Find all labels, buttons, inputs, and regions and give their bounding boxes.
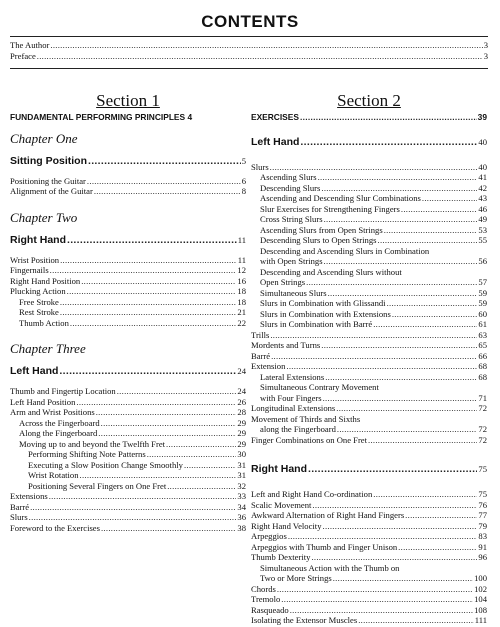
toc-entry-label: Scalic Movement bbox=[251, 499, 312, 510]
toc-entry[interactable] bbox=[251, 542, 487, 553]
section-2-subtitle[interactable]: EXERCISES ..... 39 bbox=[251, 112, 487, 123]
toc-entry[interactable] bbox=[251, 183, 487, 194]
toc-entry[interactable] bbox=[251, 573, 487, 584]
toc-entry-label: Left and Right Hand Co-ordination bbox=[251, 489, 373, 499]
toc-entry-page: 55 bbox=[478, 235, 487, 245]
page-title: CONTENTS bbox=[201, 12, 299, 31]
toc-entry-label: Awkward Alternation of Right Hand Fingers bbox=[251, 510, 405, 520]
toc-entry-label: Descending Slurs to Open Strings bbox=[260, 235, 377, 245]
toc-entry-page: 34 bbox=[237, 501, 246, 512]
toc-entry-page: 76 bbox=[478, 499, 487, 510]
leader-dots bbox=[321, 340, 477, 351]
right-hand-items-list bbox=[10, 255, 246, 329]
toc-entry-page: 59 bbox=[478, 287, 487, 298]
toc-entry-page: 77 bbox=[478, 510, 487, 520]
leader-dots bbox=[324, 214, 478, 225]
leader-dots bbox=[94, 186, 241, 197]
toc-entry-label: Right Hand Position bbox=[10, 275, 81, 286]
toc-entry-page: 91 bbox=[478, 541, 487, 552]
toc-entry[interactable] bbox=[251, 267, 487, 278]
toc-entry-label: Along the Fingerboard bbox=[19, 428, 98, 438]
toc-entry-preface[interactable]: Preface ..... 3 bbox=[10, 51, 488, 62]
toc-entry-page: 72 bbox=[478, 424, 487, 434]
toc-entry[interactable] bbox=[10, 176, 246, 187]
toc-entry-page: 72 bbox=[478, 403, 487, 413]
toc-entry-page: 28 bbox=[237, 407, 246, 417]
toc-entry-label: Left Hand Position bbox=[10, 396, 76, 407]
toc-entry-label: Thumb and Fingertip Location bbox=[10, 386, 116, 396]
toc-entry-page: 38 bbox=[237, 522, 246, 533]
leader-dots bbox=[321, 183, 477, 194]
toc-entry-page: 33 bbox=[237, 491, 246, 501]
toc-entry[interactable] bbox=[251, 531, 487, 542]
toc-entry[interactable] bbox=[10, 512, 246, 523]
toc-entry-label: Alignment of the Guitar bbox=[10, 186, 93, 196]
toc-entry-page: 18 bbox=[237, 286, 246, 296]
toc-entry[interactable] bbox=[251, 351, 487, 362]
toc-entry-page: 71 bbox=[478, 392, 487, 403]
left-hand-items-list bbox=[10, 386, 246, 533]
toc-entry[interactable] bbox=[10, 407, 246, 418]
leader-dots bbox=[373, 319, 477, 330]
toc-entry[interactable] bbox=[10, 297, 246, 308]
chapter-three-heading: Chapter Three bbox=[10, 341, 86, 356]
toc-entry-label: Slurs bbox=[10, 512, 28, 522]
leader-dots bbox=[311, 552, 477, 563]
toc-entry[interactable] bbox=[10, 307, 246, 318]
toc-entry-label: Tremolo bbox=[251, 594, 281, 604]
toc-entry-label: Descending Slurs bbox=[260, 182, 321, 193]
toc-entry-page: 12 bbox=[237, 265, 246, 275]
toc-entry[interactable] bbox=[251, 594, 487, 605]
toc-entry-label: Movement of Thirds and Sixths bbox=[251, 413, 361, 424]
toc-entry-label: Executing a Slow Position Change Smoothly bbox=[28, 459, 183, 470]
toc-entry[interactable] bbox=[10, 186, 246, 197]
toc-entry-label: Slurs in Combination with Glissandi bbox=[260, 298, 386, 308]
leader-dots bbox=[29, 512, 237, 523]
toc-entry[interactable] bbox=[251, 500, 487, 511]
toc-entry-label: Rasqueado bbox=[251, 604, 289, 615]
toc-entry-page: 16 bbox=[237, 275, 246, 286]
toc-entry-page: 56 bbox=[478, 256, 487, 266]
toc-entry-label: Positioning the Guitar bbox=[10, 175, 86, 186]
leader-dots bbox=[76, 397, 236, 408]
toc-entry[interactable] bbox=[251, 403, 487, 414]
toc-entry-author[interactable]: The Author ..... 3 bbox=[10, 40, 488, 51]
toc-entry-label: Open Strings bbox=[260, 277, 306, 287]
toc-entry-label: Ascending and Descending Slur Combinations bbox=[260, 193, 421, 203]
toc-entry-label: Ascending Slurs from Open Strings bbox=[260, 224, 383, 235]
toc-heading-left-hand[interactable]: Left Hand ..... 24 bbox=[10, 365, 246, 378]
toc-entry-page: 42 bbox=[478, 182, 487, 193]
leader-dots bbox=[101, 418, 237, 429]
toc-entry-label: Across the Fingerboard bbox=[19, 417, 100, 428]
leader-dots bbox=[60, 307, 237, 318]
toc-entry[interactable] bbox=[10, 439, 246, 450]
chapter-one-heading: Chapter One bbox=[10, 130, 78, 146]
section-1-column bbox=[10, 91, 246, 533]
toc-entry-page: 83 bbox=[478, 531, 487, 541]
toc-entry[interactable] bbox=[251, 214, 487, 225]
toc-entry-label: Simultaneous Contrary Movement bbox=[260, 382, 379, 392]
leader-dots bbox=[147, 449, 237, 460]
top-rule bbox=[10, 36, 488, 37]
toc-entry-label: Wrist Position bbox=[10, 254, 60, 265]
toc-entry[interactable] bbox=[10, 523, 246, 534]
toc-entry-page: 22 bbox=[237, 317, 246, 328]
toc-entry[interactable] bbox=[251, 330, 487, 341]
toc-heading-sitting-position[interactable]: Sitting Position ..... 5 bbox=[10, 155, 246, 168]
leader-dots bbox=[60, 255, 237, 266]
toc-entry-page: 57 bbox=[478, 277, 487, 287]
toc-entry-page: 49 bbox=[478, 214, 487, 224]
leader-dots bbox=[358, 615, 474, 626]
leader-dots bbox=[50, 265, 237, 276]
toc-entry-label: Barré bbox=[251, 350, 271, 361]
toc-entry-label: Barré bbox=[10, 501, 30, 512]
toc-entry-label: Descending and Ascending Slurs without bbox=[260, 266, 402, 277]
toc-entry-label: Chords bbox=[251, 583, 276, 594]
leader-dots bbox=[101, 523, 236, 534]
toc-entry[interactable] bbox=[251, 172, 487, 183]
toc-entry-page: 111 bbox=[474, 615, 487, 625]
toc-entry[interactable] bbox=[10, 265, 246, 276]
toc-entry-label: Slurs in Combination with Extensions bbox=[260, 308, 391, 319]
leader-dots bbox=[270, 330, 477, 341]
leader-dots bbox=[324, 256, 478, 267]
leader-dots bbox=[373, 489, 477, 500]
leader-dots bbox=[398, 542, 477, 553]
toc-entry[interactable] bbox=[10, 481, 246, 492]
leader-dots bbox=[405, 510, 477, 521]
toc-entry[interactable] bbox=[251, 277, 487, 288]
toc-entry[interactable] bbox=[10, 318, 246, 329]
toc-entry-page: 68 bbox=[478, 371, 487, 382]
toc-entry-label: Wrist Rotation bbox=[28, 470, 79, 480]
toc-entry-page: 6 bbox=[241, 175, 246, 186]
toc-entry-page: 32 bbox=[237, 480, 246, 491]
toc-entry[interactable] bbox=[251, 489, 487, 500]
leader-dots bbox=[96, 407, 237, 418]
leader-dots bbox=[392, 309, 478, 320]
toc-entry-page: 43 bbox=[478, 193, 487, 203]
leader-dots bbox=[378, 235, 478, 246]
toc-entry-label: Simultaneous Action with the Thumb on bbox=[260, 562, 400, 573]
section-divider-rule bbox=[10, 68, 488, 69]
toc-entry-page: 59 bbox=[478, 298, 487, 308]
toc-entry-label: Extensions bbox=[10, 491, 48, 501]
toc-entry-page: 41 bbox=[478, 172, 487, 182]
section-2-column bbox=[251, 91, 487, 626]
toc-entry-page: 30 bbox=[237, 449, 246, 459]
toc-entry[interactable] bbox=[251, 414, 487, 425]
leader-dots bbox=[271, 351, 477, 362]
front-matter bbox=[10, 40, 488, 61]
leader-dots bbox=[81, 276, 236, 287]
toc-entry[interactable] bbox=[10, 428, 246, 439]
leader-dots bbox=[323, 521, 478, 532]
toc-entry-page: 100 bbox=[474, 573, 487, 583]
leader-dots bbox=[384, 225, 478, 236]
section-1-title: Section 1 bbox=[96, 91, 160, 110]
leader-dots bbox=[325, 372, 477, 383]
leader-dots bbox=[318, 172, 478, 183]
toc-entry-page: 66 bbox=[478, 350, 487, 361]
toc-entry[interactable] bbox=[251, 521, 487, 532]
toc-entry[interactable] bbox=[251, 246, 487, 257]
leader-dots bbox=[184, 460, 236, 471]
toc-entry[interactable] bbox=[251, 615, 487, 626]
toc-entry[interactable] bbox=[10, 449, 246, 460]
toc-entry-page: 60 bbox=[478, 308, 487, 319]
leader-dots bbox=[167, 481, 236, 492]
toc-entry-page: 46 bbox=[478, 203, 487, 214]
toc-heading-left-hand-exercises[interactable]: Left Hand ..... 40 bbox=[251, 136, 487, 149]
toc-entry[interactable] bbox=[251, 319, 487, 330]
toc-entry-page: 72 bbox=[478, 434, 487, 445]
toc-entry[interactable] bbox=[10, 286, 246, 297]
toc-entry[interactable] bbox=[10, 491, 246, 502]
toc-entry-page: 24 bbox=[237, 386, 246, 396]
leader-dots bbox=[49, 491, 237, 502]
leader-dots bbox=[166, 439, 236, 450]
toc-entry[interactable] bbox=[251, 204, 487, 215]
toc-entry-page: 63 bbox=[478, 329, 487, 340]
toc-entry-page: 75 bbox=[478, 489, 487, 499]
toc-entry-page: 79 bbox=[478, 520, 487, 531]
toc-entry[interactable] bbox=[10, 418, 246, 429]
leader-dots bbox=[328, 288, 478, 299]
toc-entry-label: Finger Combinations on One Fret bbox=[251, 434, 368, 445]
toc-entry-label: Positioning Several Fingers on One Fret bbox=[28, 480, 167, 491]
toc-entry-label: Isolating the Extensor Muscles bbox=[251, 615, 358, 625]
leader-dots bbox=[98, 428, 236, 439]
leader-dots bbox=[368, 435, 477, 446]
leader-dots bbox=[277, 584, 473, 595]
toc-entry-page: 108 bbox=[474, 604, 487, 615]
toc-entry-label: Arm and Wrist Positions bbox=[10, 407, 95, 417]
leader-dots bbox=[312, 500, 477, 511]
toc-entry[interactable] bbox=[251, 372, 487, 383]
leader-dots bbox=[333, 573, 473, 584]
leader-dots bbox=[80, 470, 237, 481]
toc-entry-page: 65 bbox=[478, 340, 487, 350]
toc-entry-label: Thumb Dexterity bbox=[251, 552, 311, 562]
toc-entry[interactable] bbox=[251, 584, 487, 595]
leader-dots bbox=[422, 193, 478, 204]
sitting-items-list bbox=[10, 176, 246, 197]
toc-entry-page: 18 bbox=[237, 296, 246, 307]
toc-entry-page: 53 bbox=[478, 224, 487, 235]
toc-entry-label: Free Stroke bbox=[19, 296, 59, 307]
exercise-left-items-list bbox=[251, 162, 487, 446]
toc-entry-label: along the Fingerboard bbox=[260, 424, 336, 434]
toc-entry[interactable] bbox=[10, 397, 246, 408]
toc-entry[interactable] bbox=[10, 470, 246, 481]
toc-entry-label: Right Hand Velocity bbox=[251, 520, 322, 531]
leader-dots bbox=[306, 277, 477, 288]
toc-entry[interactable] bbox=[251, 424, 487, 435]
leader-dots bbox=[60, 297, 237, 308]
leader-dots bbox=[337, 424, 478, 435]
toc-entry[interactable] bbox=[251, 288, 487, 299]
toc-entry[interactable] bbox=[251, 256, 487, 267]
section-2-title: Section 2 bbox=[337, 91, 401, 110]
toc-entry-page: 36 bbox=[237, 512, 246, 522]
toc-entry-label: Longitudinal Extensions bbox=[251, 403, 336, 413]
leader-dots bbox=[288, 531, 478, 542]
toc-entry[interactable] bbox=[10, 460, 246, 471]
toc-entry[interactable] bbox=[251, 435, 487, 446]
leader-dots bbox=[401, 204, 478, 215]
toc-entry-page: 29 bbox=[237, 438, 246, 449]
toc-entry-label: Trills bbox=[251, 329, 270, 340]
toc-entry[interactable] bbox=[251, 605, 487, 616]
toc-entry-page: 68 bbox=[478, 361, 487, 371]
toc-entry-label: Lateral Extensions bbox=[260, 371, 325, 382]
toc-entry[interactable] bbox=[251, 563, 487, 574]
toc-entry[interactable] bbox=[251, 235, 487, 246]
toc-entry-page: 104 bbox=[474, 594, 487, 604]
leader-dots bbox=[30, 502, 236, 513]
toc-entry-label: Slur Exercises for Strengthening Fingers bbox=[260, 203, 400, 214]
toc-entry[interactable] bbox=[251, 193, 487, 204]
toc-entry[interactable] bbox=[251, 382, 487, 393]
toc-entry-page: 40 bbox=[478, 161, 487, 172]
toc-entry-label: Thumb Action bbox=[19, 317, 69, 328]
toc-entry[interactable] bbox=[251, 162, 487, 173]
toc-heading-right-hand-exercises[interactable]: Right Hand ..... 75 bbox=[251, 463, 487, 476]
leader-dots bbox=[270, 162, 478, 173]
toc-entry-label: Mordents and Turns bbox=[251, 340, 321, 350]
toc-entry-page: 61 bbox=[478, 319, 487, 329]
toc-entry-label: Arpeggios with Thumb and Finger Unison bbox=[251, 541, 398, 552]
toc-entry-label: Arpeggios bbox=[251, 531, 287, 541]
toc-entry-label: Foreword to the Exercises bbox=[10, 522, 100, 533]
leader-dots bbox=[323, 393, 478, 404]
toc-entry[interactable] bbox=[10, 502, 246, 513]
toc-entry-label: Moving up to and beyond the Twelfth Fret bbox=[19, 438, 166, 449]
chapter-two-heading: Chapter Two bbox=[10, 209, 78, 225]
toc-heading-right-hand[interactable]: Right Hand ..... 11 bbox=[10, 234, 246, 247]
toc-entry-label: Fingernails bbox=[10, 265, 49, 275]
leader-dots bbox=[281, 594, 473, 605]
toc-entry-label: Performing Shifting Note Patterns bbox=[28, 449, 146, 459]
toc-entry-label: Extension bbox=[251, 361, 286, 371]
section-1-subtitle[interactable]: FUNDAMENTAL PERFORMING PRINCIPLES 4 bbox=[10, 112, 193, 122]
toc-entry[interactable] bbox=[10, 276, 246, 287]
toc-entry-label: Cross String Slurs bbox=[260, 214, 323, 224]
toc-entry[interactable] bbox=[251, 393, 487, 404]
toc-entry-page: 31 bbox=[237, 470, 246, 480]
toc-entry[interactable] bbox=[251, 510, 487, 521]
leader-dots bbox=[70, 318, 237, 329]
leader-dots bbox=[286, 361, 477, 372]
leader-dots bbox=[117, 386, 237, 397]
toc-entry-page: 8 bbox=[241, 186, 246, 196]
toc-entry-page: 29 bbox=[237, 417, 246, 428]
toc-entry[interactable] bbox=[10, 386, 246, 397]
toc-entry[interactable] bbox=[251, 225, 487, 236]
toc-entry[interactable] bbox=[251, 309, 487, 320]
toc-entry-page: 26 bbox=[237, 396, 246, 407]
toc-entry-page: 31 bbox=[237, 459, 246, 470]
toc-entry-label: Plucking Action bbox=[10, 286, 66, 296]
leader-dots bbox=[67, 286, 237, 297]
toc-entry-label: Two or More Strings bbox=[260, 573, 332, 583]
toc-entry-label: Slurs in Combination with Barré bbox=[260, 319, 373, 329]
toc-entry-label: Slurs bbox=[251, 161, 269, 172]
leader-dots bbox=[336, 403, 477, 414]
toc-entry-label: Simultaneous Slurs bbox=[260, 287, 327, 298]
toc-entry[interactable] bbox=[10, 255, 246, 266]
toc-entry-page: 96 bbox=[478, 552, 487, 562]
toc-entry-page: 11 bbox=[237, 254, 246, 265]
toc-entry-page: 29 bbox=[237, 428, 246, 438]
leader-dots bbox=[87, 176, 241, 187]
leader-dots bbox=[290, 605, 473, 616]
toc-entry-label: Ascending Slurs bbox=[260, 172, 317, 182]
toc-entry-page: 102 bbox=[474, 583, 487, 594]
toc-entry-label: Rest Stroke bbox=[19, 307, 59, 317]
toc-entry-label: Descending and Ascending Slurs in Combination bbox=[260, 245, 430, 256]
toc-entry[interactable] bbox=[251, 298, 487, 309]
toc-entry[interactable] bbox=[251, 361, 487, 372]
toc-entry-label: with Four Fingers bbox=[260, 392, 322, 403]
leader-dots bbox=[387, 298, 478, 309]
toc-entry[interactable] bbox=[251, 340, 487, 351]
toc-entry-page: 21 bbox=[237, 307, 246, 317]
toc-entry[interactable] bbox=[251, 552, 487, 563]
exercise-right-items-list bbox=[251, 489, 487, 626]
toc-entry-label: with Open Strings bbox=[260, 256, 323, 266]
